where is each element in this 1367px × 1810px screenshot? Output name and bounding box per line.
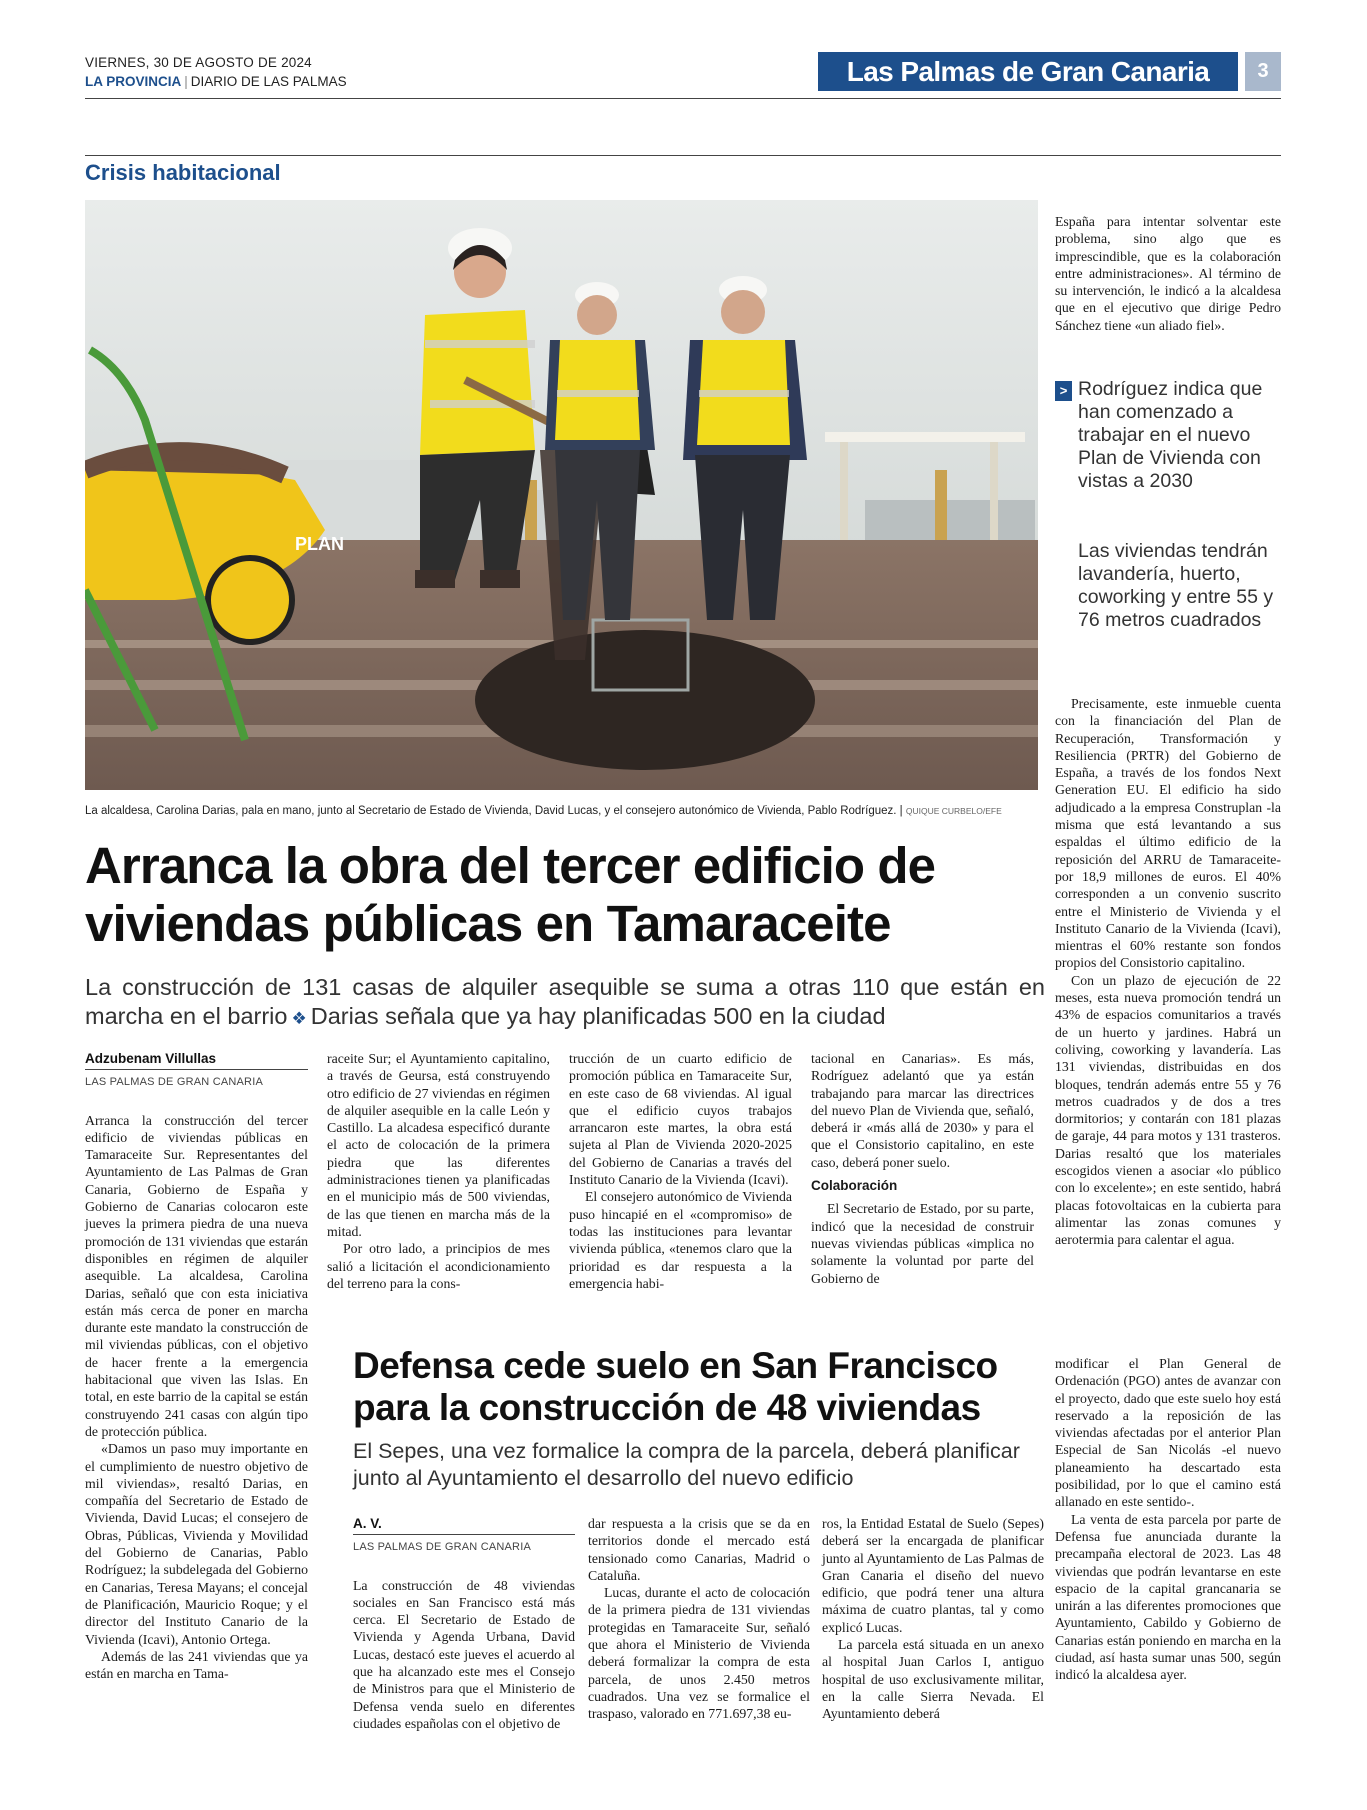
paragraph: Además de las 241 viviendas que ya están en marcha en Tama- — [85, 1648, 308, 1682]
diamond-bullet-icon: ❖ — [291, 1009, 307, 1028]
article1-column-2 — [327, 1050, 550, 1292]
foundation-hole — [475, 630, 815, 770]
paragraph: Precisamente, este inmueble cuenta con la financiación del Plan de Recuperación, Transformación y Resiliencia (PRTR) del Gobierno de España, a través de los fondos Next Generation EU. El edificio ha sido adjudicado a la empresa Construplan -la misma que está levantando a sus espaldas el último edificio de la reposición del ARRU de Tamaraceite- por 18,9 millones de euros. El 40% corresponden a un convenio suscrito entre el Ministerio de Vivienda y el Instituto Canario de la Vivienda (Icavi), mientras el 60% restante son fondos propios del Consistorio capitalino. — [1055, 696, 1281, 971]
article2-column-1 — [353, 1515, 575, 1732]
paragraph: Por otro lado, a principios de mes salió a licitación el acondicionamiento del terreno para la cons- — [327, 1241, 550, 1291]
author-location: LAS PALMAS DE GRAN CANARIA — [353, 1541, 531, 1554]
pull-quote-2: Las viviendas tendrán lavandería, huerto, coworking y entre 55 y 76 metros cuadrados — [1078, 540, 1274, 631]
main-photo — [85, 200, 1038, 790]
paragraph: La venta de esta parcela por parte de Defensa fue anunciada durante la precampaña electoral de 2023. Las 48 viviendas que podrán levantarse en este espacio de la capital grancanaria se unirán a las diferentes promociones que Ayuntamiento, Cabildo y Gobierno de Canarias están poniendo en marcha en la ciudad, así hasta sumar unas 500, según indicó la alcaldesa ayer. — [1055, 1511, 1281, 1683]
paragraph: Con un plazo de ejecución de 22 meses, esta nueva promoción tendrá un 43% de espacios comunitarios a través de un huerto y jardines. Habrá un coliving, coworking y lavandería. Las 131 viviendas, distribuidas en dos bloques, tendrán además entre 55 y 76 metros cuadrados y de dos a tres dormitorios; y contarán con 181 plazas de garaje, 44 para motos y 131 trasteros. Darias resaltó que los materiales escogidos vienen a asociar «lo público con lo excelente»; en este sentido, habrá placas fotovoltaicas en la cubierta para alimentar las zonas comunes y aerotermia para calentar el agua. — [1055, 972, 1281, 1248]
author-name: Adzubenam Villullas — [85, 1050, 308, 1070]
secondary-headline: Defensa cede suelo en San Francisco para la construcción de 48 viviendas — [353, 1345, 998, 1428]
wheelbarrow-wheel — [208, 558, 292, 642]
paragraph: trucción de un cuarto edificio de promoción pública en Tamaraceite Sur, en este caso de 68 viviendas. Al igual que el edificio cuyos trabajos arrancaron este martes, la obra está sujeta al Plan de Vivienda 2020-2025 del Gobierno de Canarias a través del Instituto Canario de la Vivienda (Icavi). — [569, 1051, 792, 1188]
paragraph: raceite Sur; el Ayuntamiento capitalino, a través de Geursa, está construyendo otro edificio de 27 viviendas en régimen de alquiler asequible en la calle León y Castillo. La alcadesa especificó durante el acto de colocación de la primera piedra que las diferentes administraciones tienen ya planificadas en el municipio más de 500 viviendas, de las que tienen en marcha más de la mitad. — [327, 1051, 550, 1239]
paragraph: «Damos un paso muy importante en el cumplimiento de nuestro objetivo de mil viviendas», resaltó Darias, en compañía del Secretario de Estado de Vivienda, David Lucas; el consejero de Obras, Públicas, Vivienda y Movilidad del Gobierno de Canarias, Pablo Rodríguez; la subdelegada del Gobierno en Canarias, Teresa Mayans; el concejal de Planificación, Mauricio Roque; y el director del Instituto Canario de la Vivienda (Icavi), Antonio Ortega. — [85, 1441, 308, 1647]
pergola — [825, 432, 1025, 442]
topic-label: Crisis habitacional — [85, 160, 281, 185]
article1-column-4 — [811, 1050, 1034, 1287]
publication-line: LA PROVINCIA | DIARIO DE LAS PALMAS — [85, 74, 347, 89]
article2-column-4 — [1055, 1355, 1281, 1684]
subheadline-part-a: La construcción de 131 casas de alquiler asequible se suma a otras 110 que están en marcha en el barrio — [85, 974, 1045, 1029]
quote-arrow-icon: > — [1055, 381, 1072, 401]
photo-illustration — [85, 200, 1038, 790]
article2-column-3 — [822, 1515, 1044, 1723]
header-divider — [85, 98, 1281, 99]
newspaper-brand: LA PROVINCIA — [85, 74, 182, 89]
pull-quote-text: Rodríguez indica que han comenzado a trabajar en el nuevo Plan de Vivienda con vistas a 2030 — [1078, 378, 1263, 492]
author-location: LAS PALMAS DE GRAN CANARIA — [85, 1076, 263, 1089]
topic-divider — [85, 155, 1281, 156]
caption-text: La alcaldesa, Carolina Darias, pala en mano, junto al Secretario de Estado de Vivienda, David Lucas, y el consejero autonómico de Vivienda, Pablo Rodríguez. — [85, 805, 897, 817]
secondary-subheadline: El Sepes, una vez formalice la compra de la parcela, deberá planificar junto al Ayuntamiento el desarrollo del nuevo edificio — [353, 1439, 1020, 1490]
photo-credit: QUIQUE CURBELO/EFE — [905, 806, 1002, 816]
article1-column-3 — [569, 1050, 792, 1292]
paragraph: El consejero autonómico de Vivienda puso hincapié en el «compromiso» de todas las instituciones para levantar vivienda pública, «tenemos claro que la prioridad es dar respuesta a la emergencia habi- — [569, 1189, 792, 1291]
pull-quote-1 — [1055, 378, 1281, 493]
paragraph: Lucas, durante el acto de colocación de la primera piedra de 131 viviendas protegidas en Tamaraceite Sur, señaló que ahora el Ministerio de Vivienda deberá formalizar la compra de esta parcela, de unos 2.450 metros cuadrados. Una vez se formalice el traspaso, valorado en 771.697,38 eu- — [588, 1585, 810, 1722]
paragraph: modificar el Plan General de Ordenación (PGO) antes de avanzar con el proyecto, dado que este suelo hoy está reservado a la reposición de las viviendas afectadas por el anterior Plan Especial de San Nicolás -el nuevo planeamiento ha descartado esta posibilidad, por lo que el camino está allanado en este sentido-. — [1055, 1356, 1281, 1510]
article1-column-1 — [85, 1050, 308, 1682]
section-subhead: Colaboración — [811, 1178, 898, 1194]
newspaper-subtitle: DIARIO DE LAS PALMAS — [190, 74, 347, 89]
issue-date: VIERNES, 30 DE AGOSTO DE 2024 — [85, 55, 312, 70]
site-sign-text: PLAN — [295, 534, 344, 554]
paragraph: La parcela está situada en un anexo al hospital Juan Carlos I, antiguo hospital de uso exclusivamente militar, en la calle Sierra Nevada. El Ayuntamiento deberá — [822, 1637, 1044, 1722]
paragraph: El Secretario de Estado, por su parte, indicó que la necesidad de construir nuevas viviendas públicas «implica no solamente la voluntad por parte del Gobierno de — [811, 1201, 1034, 1286]
paragraph: dar respuesta a la crisis que se da en territorios donde el mercado está tensionado como Canarias, Madrid o Cataluña. — [588, 1516, 810, 1583]
article1-right-column-top — [1055, 213, 1281, 334]
paragraph: tacional en Canarias». Es más, Rodríguez adelantó que ya están trabajando para marcar las directrices del nuevo Plan de Vivienda que, señaló, deberá ir «más allá de 2030» y para el que el Consistorio capitalino, en este caso, deberá poner suelo. — [811, 1051, 1034, 1170]
paragraph: España para intentar solventar este problema, sino algo que es imprescindible, que es la colaboración entre administraciones». Al término de su intervención, le indicó a la alcaldesa que en el ejecutivo que dirige Pedro Sánchez tiene «un aliado fiel». — [1055, 214, 1281, 333]
article1-right-column-bottom — [1055, 695, 1281, 1249]
subheadline-part-b: Darias señala que ya hay planificadas 500 en la ciudad — [310, 1003, 886, 1029]
author-name: A. V. — [353, 1515, 575, 1535]
paragraph: ros, la Entidad Estatal de Suelo (Sepes) deberá ser la encargada de planificar junto al Ayuntamiento de Las Palmas de Gran Canaria el diseño del nuevo edificio, que podrá tener una altura máxima de cuatro plantas, tal y como explicó Lucas. — [822, 1516, 1044, 1635]
page-number: 3 — [1245, 52, 1281, 91]
paragraph: Arranca la construcción del tercer edificio de viviendas públicas en Tamaraceite Sur. Representantes del Ayuntamiento de Las Palmas de Gran Canaria, Gobierno de España y Gobierno de Canarias colocaron este jueves la primera piedra de una nueva promoción de 131 viviendas que estarán disponibles en régimen de alquiler asequible. La alcaldesa, Carolina Darias, señaló que con esta iniciativa están más cerca de poner en marcha durante este mandato la construcción de mil viviendas públicas, con el objetivo de hacer frente a la emergencia habitacional que viven las Islas. En total, en este barrio de la capital se están construyendo 241 casas con algún tipo de protección pública. — [85, 1112, 308, 1439]
main-headline: Arranca la obra del tercer edificio de viviendas públicas en Tamaraceite — [85, 837, 936, 952]
main-subheadline — [85, 973, 1045, 1033]
article2-column-2 — [588, 1515, 810, 1723]
photo-caption: La alcaldesa, Carolina Darias, pala en mano, junto al Secretario de Estado de Vivienda, David Lucas, y el consejero autonómico de Vivienda, Pablo Rodríguez. | QUIQUE CURBELO/EFE — [85, 805, 1002, 817]
paragraph: La construcción de 48 viviendas sociales en San Francisco está más cerca. El Secretario de Estado de Vivienda y Agenda Urbana, David Lucas, destacó este jueves el acuerdo al que ha alcanzado este mes el Consejo de Ministros para que el Ministerio de Defensa venda suelo en diferentes ciudades españolas con el objetivo de — [353, 1577, 575, 1731]
section-title: Las Palmas de Gran Canaria — [818, 52, 1238, 91]
